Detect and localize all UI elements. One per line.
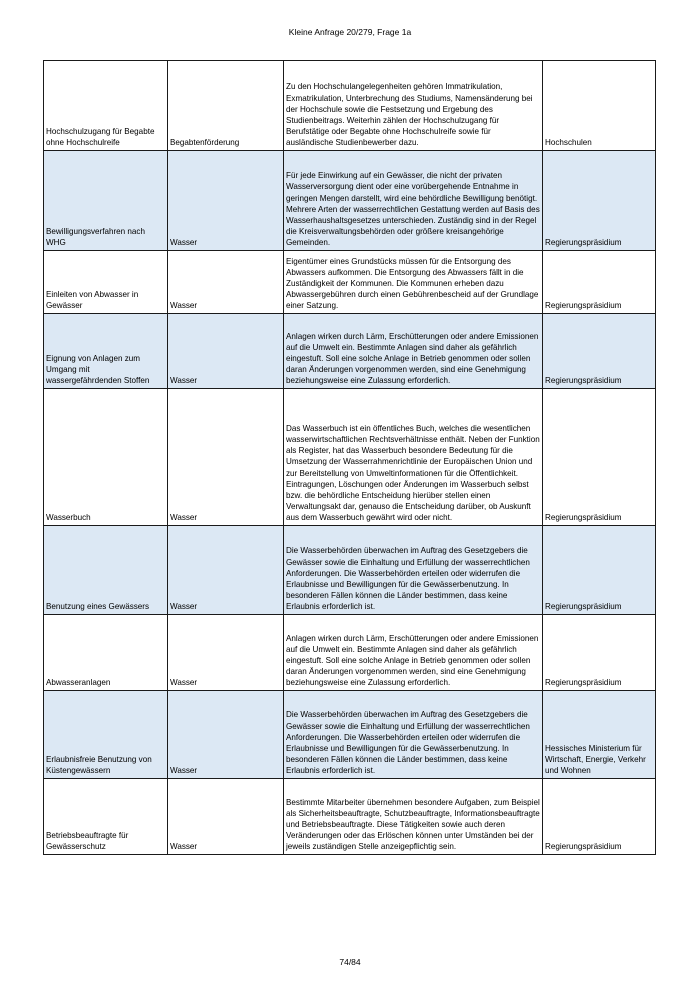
service-name-cell: Erlaubnisfreie Benutzung von Küstengewässern — [44, 691, 168, 779]
table-row — [44, 251, 656, 314]
service-area-cell: Wasser — [168, 526, 284, 615]
service-name-cell: Einleiten von Abwasser in Gewässer — [44, 251, 168, 314]
service-description-cell: Anlagen wirken durch Lärm, Erschütterungen oder andere Emissionen auf die Umwelt ein. Bestimmte Anlagen sind daher als gefährlich eingestuft. Soll eine solche Anlage in Betrieb genommen oder sollen daran Änderungen vorgenommen werden, sind eine Genehmigung beziehungsweise eine Zulassung erforderlich. — [284, 314, 543, 389]
service-area-cell: Wasser — [168, 251, 284, 314]
service-area-cell: Wasser — [168, 151, 284, 251]
service-authority-cell: Regierungspräsidium — [543, 389, 656, 526]
service-authority-cell: Regierungspräsidium — [543, 615, 656, 691]
table-row — [44, 691, 656, 779]
table-row — [44, 314, 656, 389]
service-description-cell: Die Wasserbehörden überwachen im Auftrag des Gesetzgebers die Gewässer sowie die Einhaltung und Erfüllung der wasserrechtlichen Anforderungen. Die Wasserbehörden erteilen oder widerrufen die Erlaubnisse und Bewilligungen für die Gewässerbenutzung. In besonderen Fällen können die Länder bestimmen, dass keine Erlaubnis erforderlich ist. — [284, 691, 543, 779]
service-area-cell: Wasser — [168, 779, 284, 855]
service-area-cell: Wasser — [168, 691, 284, 779]
table-row — [44, 389, 656, 526]
service-name-cell: Bewilligungsverfahren nach WHG — [44, 151, 168, 251]
service-description-cell: Eigentümer eines Grundstücks müssen für die Entsorgung des Abwassers aufkommen. Die Entsorgung des Abwassers fällt in die Zuständigkeit der Kommunen. Die Kommunen erheben dazu Abwassergebühren durch einen Gebührenbescheid auf der Grundlage einer Satzung. — [284, 251, 543, 314]
table-row — [44, 526, 656, 615]
service-description-cell: Für jede Einwirkung auf ein Gewässer, die nicht der privaten Wasserversorgung dient oder eine vorübergehende Entnahme in geringen Mengen darstellt, wird eine behördliche Bewilligung benötigt. Mehrere Arten der wasserrechtlichen Gestattung werden auf Basis des Wasserhaushaltsgesetzes unterschieden. Zuständig sind in der Regel die Kreisverwaltungsbehörden oder größere kreisangehörige Gemeinden. — [284, 151, 543, 251]
table-row — [44, 779, 656, 855]
service-description-cell: Anlagen wirken durch Lärm, Erschütterungen oder andere Emissionen auf die Umwelt ein. Bestimmte Anlagen sind daher als gefährlich eingestuft. Soll eine solche Anlage in Betrieb genommen oder sollen daran Änderungen vorgenommen werden, sind eine Genehmigung beziehungsweise eine Zulassung erforderlich. — [284, 615, 543, 691]
page-header: Kleine Anfrage 20/279, Frage 1a — [288, 27, 412, 37]
table-row — [44, 615, 656, 691]
service-area-cell: Begabtenförderung — [168, 61, 284, 151]
table-row — [44, 151, 656, 251]
service-name-cell: Betriebsbeauftragte für Gewässerschutz — [44, 779, 168, 855]
service-name-cell: Eignung von Anlagen zum Umgang mit wassergefährdenden Stoffen — [44, 314, 168, 389]
service-area-cell: Wasser — [168, 615, 284, 691]
service-authority-cell: Regierungspräsidium — [543, 314, 656, 389]
service-description-cell: Zu den Hochschulangelegenheiten gehören Immatrikulation, Exmatrikulation, Unterbrechung des Studiums, Namensänderung bei der Hochschule sowie die Festsetzung und Ergebung des Studienbeitrags. Weiterhin zählen der Hochschulzugang für Berufstätige oder Begabte ohne Hochschulreife sowie für ausländische Studienbewerber dazu. — [284, 61, 543, 151]
page-number: 74/84 — [339, 957, 361, 967]
table-row — [44, 61, 656, 151]
service-authority-cell: Hochschulen — [543, 61, 656, 151]
service-description-cell: Bestimmte Mitarbeiter übernehmen besondere Aufgaben, zum Beispiel als Sicherheitsbeauftragte, Schutzbeauftragte, Informationsbeauftragte und Betriebsbeauftragte. Diese Tätigkeiten sowie auch deren Veränderungen oder das Erlöschen können unter Umständen bei der jeweils zuständigen Stelle anzeigepflichtig sein. — [284, 779, 543, 855]
services-table — [43, 60, 656, 855]
service-description-cell: Die Wasserbehörden überwachen im Auftrag des Gesetzgebers die Gewässer sowie die Einhaltung und Erfüllung der wasserrechtlichen Anforderungen. Die Wasserbehörden erteilen oder widerrufen die Erlaubnisse und Bewilligungen für die Gewässerbenutzung. In besonderen Fällen können die Länder bestimmen, dass keine Erlaubnis erforderlich ist. — [284, 526, 543, 615]
service-name-cell: Abwasseranlagen — [44, 615, 168, 691]
service-name-cell: Hochschulzugang für Begabte ohne Hochschulreife — [44, 61, 168, 151]
service-area-cell: Wasser — [168, 389, 284, 526]
service-authority-cell: Regierungspräsidium — [543, 251, 656, 314]
service-name-cell: Benutzung eines Gewässers — [44, 526, 168, 615]
service-authority-cell: Regierungspräsidium — [543, 779, 656, 855]
service-authority-cell: Regierungspräsidium — [543, 526, 656, 615]
service-description-cell: Das Wasserbuch ist ein öffentliches Buch, welches die wesentlichen wasserwirtschaftlichen Rechtsverhältnisse enthält. Neben der Funktion als Register, hat das Wasserbuch besondere Bedeutung für die Umsetzung der Wasserrahmenrichtlinie der Europäischen Union und zur Bereitstellung von Umweltinformationen für die Öffentlichkeit. Eintragungen, Löschungen oder Änderungen im Wasserbuch selbst bzw. die behördliche Entscheidung hierüber stellen einen Verwaltungsakt dar, genauso die Entscheidung darüber, ob Auskunft aus dem Wasserbuch gewährt wird oder nicht. — [284, 389, 543, 526]
service-area-cell: Wasser — [168, 314, 284, 389]
service-authority-cell: Hessisches Ministerium für Wirtschaft, Energie, Verkehr und Wohnen — [543, 691, 656, 779]
service-name-cell: Wasserbuch — [44, 389, 168, 526]
service-authority-cell: Regierungspräsidium — [543, 151, 656, 251]
